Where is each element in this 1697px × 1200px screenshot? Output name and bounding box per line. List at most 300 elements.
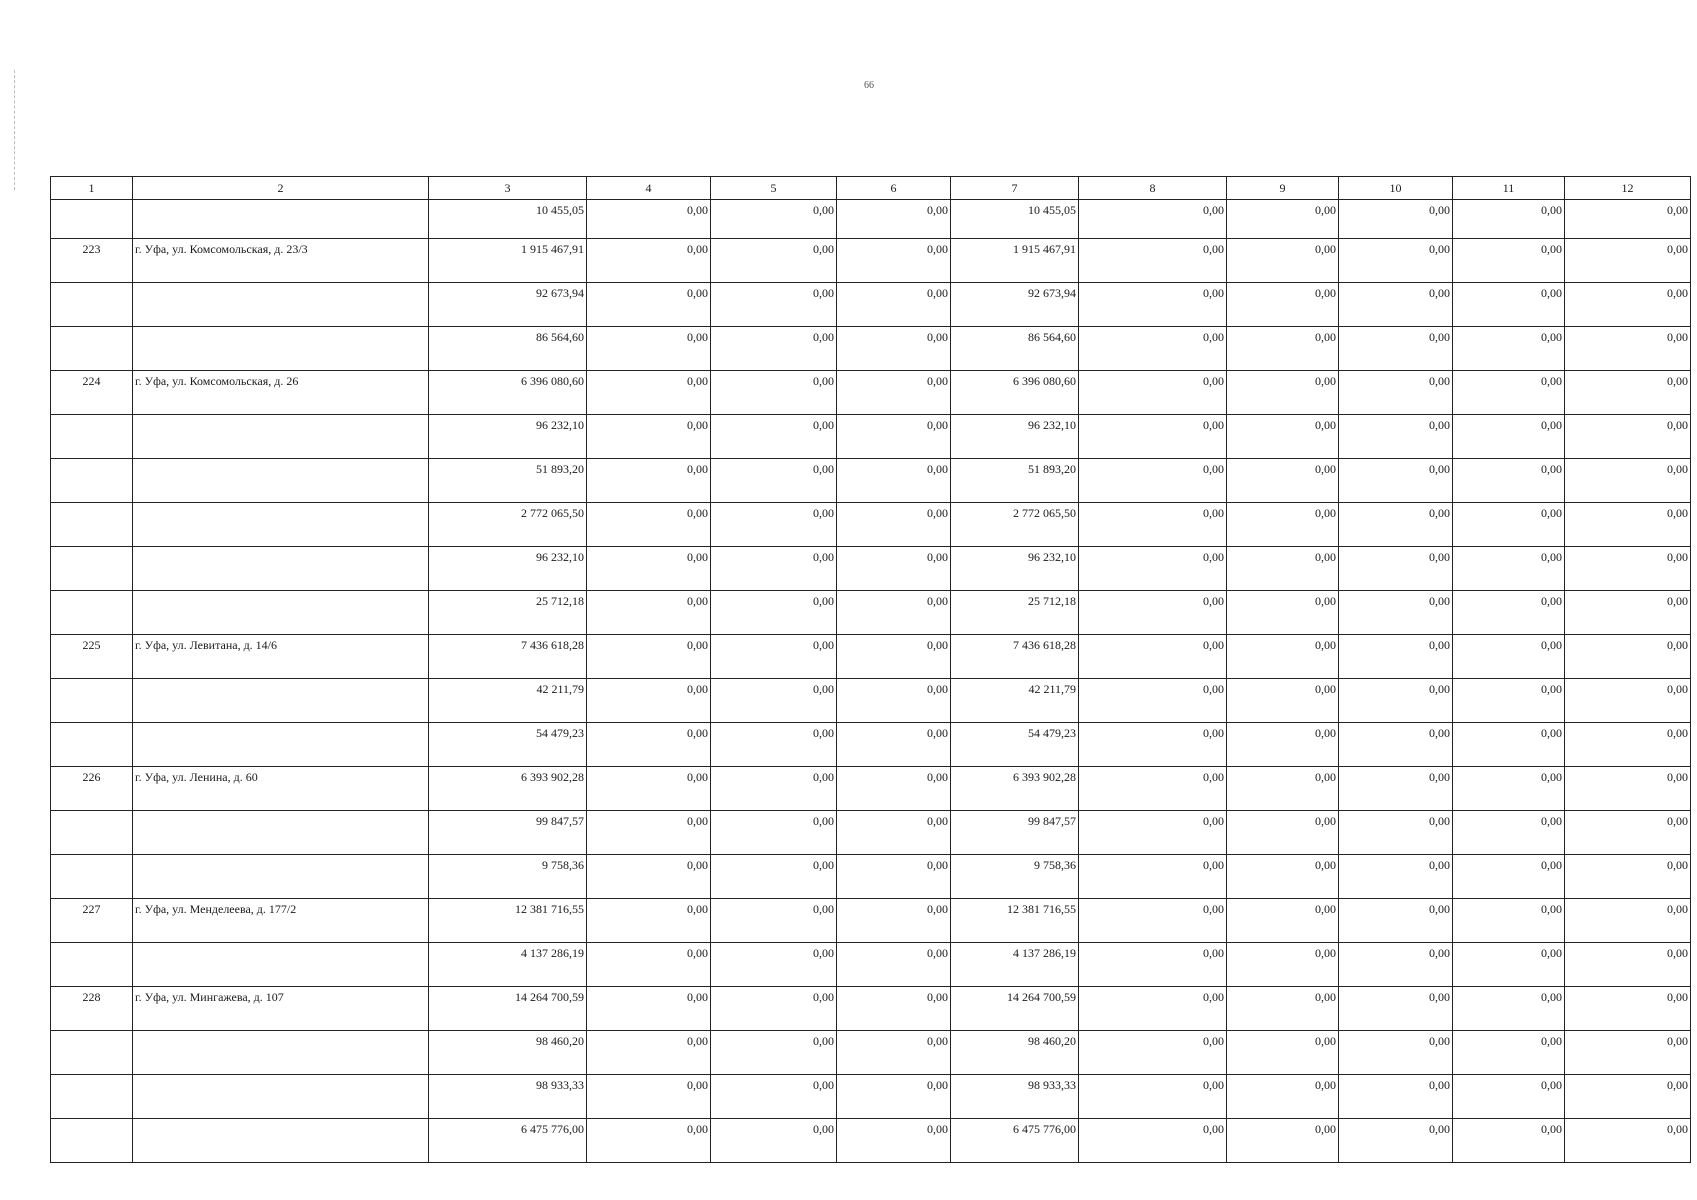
value-cell-col-4: 0,00	[587, 415, 711, 459]
value-cell-col-12: 0,00	[1565, 1119, 1691, 1163]
column-header-11: 11	[1453, 177, 1565, 200]
value-cell-col-8: 0,00	[1079, 327, 1227, 371]
value-cell-col-5: 0,00	[711, 459, 837, 503]
table-row	[51, 899, 1691, 943]
value-cell-col-12: 0,00	[1565, 811, 1691, 855]
value-cell-col-9: 0,00	[1227, 943, 1339, 987]
value-cell-col-7: 1 915 467,91	[951, 239, 1079, 283]
value-cell-col-8: 0,00	[1079, 459, 1227, 503]
address-cell: г. Уфа, ул. Комсомольская, д. 26	[133, 371, 429, 415]
value-cell-col-12: 0,00	[1565, 855, 1691, 899]
value-cell-col-11: 0,00	[1453, 371, 1565, 415]
column-header-9: 9	[1227, 177, 1339, 200]
address-cell	[133, 943, 429, 987]
value-cell-col-10: 0,00	[1339, 327, 1453, 371]
address-cell	[133, 327, 429, 371]
value-cell-col-5: 0,00	[711, 899, 837, 943]
value-cell-col-12: 0,00	[1565, 635, 1691, 679]
address-cell	[133, 591, 429, 635]
value-cell-col-3: 10 455,05	[429, 200, 587, 239]
value-cell-col-3: 6 475 776,00	[429, 1119, 587, 1163]
value-cell-col-9: 0,00	[1227, 371, 1339, 415]
value-cell-col-10: 0,00	[1339, 1031, 1453, 1075]
column-header-1: 1	[51, 177, 133, 200]
value-cell-col-6: 0,00	[837, 679, 951, 723]
row-number-cell	[51, 547, 133, 591]
value-cell-col-3: 98 933,33	[429, 1075, 587, 1119]
value-cell-col-8: 0,00	[1079, 371, 1227, 415]
value-cell-col-11: 0,00	[1453, 899, 1565, 943]
value-cell-col-3: 98 460,20	[429, 1031, 587, 1075]
value-cell-col-12: 0,00	[1565, 200, 1691, 239]
table-row	[51, 415, 1691, 459]
row-number-cell	[51, 943, 133, 987]
value-cell-col-6: 0,00	[837, 635, 951, 679]
address-cell	[133, 415, 429, 459]
value-cell-col-6: 0,00	[837, 723, 951, 767]
value-cell-col-10: 0,00	[1339, 635, 1453, 679]
table-row	[51, 200, 1691, 239]
value-cell-col-12: 0,00	[1565, 987, 1691, 1031]
value-cell-col-4: 0,00	[587, 767, 711, 811]
value-cell-col-5: 0,00	[711, 327, 837, 371]
row-number-cell: 226	[51, 767, 133, 811]
value-cell-col-4: 0,00	[587, 239, 711, 283]
address-cell	[133, 855, 429, 899]
value-cell-col-9: 0,00	[1227, 855, 1339, 899]
value-cell-col-4: 0,00	[587, 635, 711, 679]
table-row	[51, 811, 1691, 855]
value-cell-col-8: 0,00	[1079, 635, 1227, 679]
value-cell-col-8: 0,00	[1079, 679, 1227, 723]
value-cell-col-8: 0,00	[1079, 239, 1227, 283]
value-cell-col-9: 0,00	[1227, 283, 1339, 327]
row-number-cell	[51, 811, 133, 855]
row-number-cell	[51, 459, 133, 503]
value-cell-col-9: 0,00	[1227, 415, 1339, 459]
table-row	[51, 547, 1691, 591]
address-cell: г. Уфа, ул. Комсомольская, д. 23/3	[133, 239, 429, 283]
value-cell-col-6: 0,00	[837, 943, 951, 987]
value-cell-col-10: 0,00	[1339, 371, 1453, 415]
row-number-cell: 225	[51, 635, 133, 679]
value-cell-col-9: 0,00	[1227, 547, 1339, 591]
value-cell-col-12: 0,00	[1565, 415, 1691, 459]
table-row	[51, 987, 1691, 1031]
row-number-cell	[51, 679, 133, 723]
value-cell-col-11: 0,00	[1453, 811, 1565, 855]
value-cell-col-9: 0,00	[1227, 503, 1339, 547]
value-cell-col-8: 0,00	[1079, 1031, 1227, 1075]
table-row	[51, 371, 1691, 415]
value-cell-col-8: 0,00	[1079, 503, 1227, 547]
value-cell-col-4: 0,00	[587, 1031, 711, 1075]
value-cell-col-11: 0,00	[1453, 547, 1565, 591]
address-cell	[133, 679, 429, 723]
value-cell-col-12: 0,00	[1565, 283, 1691, 327]
table-row	[51, 1031, 1691, 1075]
value-cell-col-6: 0,00	[837, 1031, 951, 1075]
table-row	[51, 855, 1691, 899]
scan-margin-mark	[14, 70, 16, 190]
table-row	[51, 943, 1691, 987]
row-number-cell	[51, 1031, 133, 1075]
value-cell-col-4: 0,00	[587, 855, 711, 899]
value-cell-col-3: 6 393 902,28	[429, 767, 587, 811]
table-row	[51, 635, 1691, 679]
value-cell-col-9: 0,00	[1227, 811, 1339, 855]
value-cell-col-7: 96 232,10	[951, 547, 1079, 591]
value-cell-col-5: 0,00	[711, 415, 837, 459]
row-number-cell	[51, 200, 133, 239]
address-cell	[133, 503, 429, 547]
table-row	[51, 767, 1691, 811]
value-cell-col-12: 0,00	[1565, 591, 1691, 635]
value-cell-col-4: 0,00	[587, 200, 711, 239]
table-row	[51, 1119, 1691, 1163]
value-cell-col-12: 0,00	[1565, 371, 1691, 415]
value-cell-col-6: 0,00	[837, 1119, 951, 1163]
value-cell-col-8: 0,00	[1079, 855, 1227, 899]
value-cell-col-11: 0,00	[1453, 415, 1565, 459]
value-cell-col-9: 0,00	[1227, 1075, 1339, 1119]
row-number-cell	[51, 591, 133, 635]
value-cell-col-12: 0,00	[1565, 767, 1691, 811]
table-row	[51, 679, 1691, 723]
value-cell-col-11: 0,00	[1453, 1075, 1565, 1119]
value-cell-col-3: 25 712,18	[429, 591, 587, 635]
value-cell-col-9: 0,00	[1227, 767, 1339, 811]
value-cell-col-10: 0,00	[1339, 591, 1453, 635]
table-row	[51, 1075, 1691, 1119]
value-cell-col-10: 0,00	[1339, 899, 1453, 943]
value-cell-col-3: 14 264 700,59	[429, 987, 587, 1031]
value-cell-col-5: 0,00	[711, 371, 837, 415]
value-cell-col-3: 96 232,10	[429, 547, 587, 591]
value-cell-col-10: 0,00	[1339, 679, 1453, 723]
value-cell-col-7: 42 211,79	[951, 679, 1079, 723]
value-cell-col-6: 0,00	[837, 899, 951, 943]
data-table	[50, 176, 1691, 1163]
value-cell-col-6: 0,00	[837, 1075, 951, 1119]
table-row	[51, 591, 1691, 635]
value-cell-col-6: 0,00	[837, 283, 951, 327]
value-cell-col-7: 51 893,20	[951, 459, 1079, 503]
table-body	[51, 200, 1691, 1163]
row-number-cell	[51, 1119, 133, 1163]
value-cell-col-10: 0,00	[1339, 239, 1453, 283]
value-cell-col-3: 1 915 467,91	[429, 239, 587, 283]
value-cell-col-8: 0,00	[1079, 767, 1227, 811]
value-cell-col-7: 9 758,36	[951, 855, 1079, 899]
address-cell: г. Уфа, ул. Менделеева, д. 177/2	[133, 899, 429, 943]
value-cell-col-12: 0,00	[1565, 547, 1691, 591]
value-cell-col-10: 0,00	[1339, 503, 1453, 547]
value-cell-col-8: 0,00	[1079, 415, 1227, 459]
value-cell-col-7: 14 264 700,59	[951, 987, 1079, 1031]
value-cell-col-11: 0,00	[1453, 855, 1565, 899]
value-cell-col-7: 10 455,05	[951, 200, 1079, 239]
row-number-cell	[51, 723, 133, 767]
value-cell-col-12: 0,00	[1565, 723, 1691, 767]
value-cell-col-5: 0,00	[711, 1075, 837, 1119]
value-cell-col-9: 0,00	[1227, 200, 1339, 239]
value-cell-col-8: 0,00	[1079, 899, 1227, 943]
column-header-3: 3	[429, 177, 587, 200]
row-number-cell	[51, 415, 133, 459]
value-cell-col-11: 0,00	[1453, 943, 1565, 987]
value-cell-col-9: 0,00	[1227, 327, 1339, 371]
value-cell-col-10: 0,00	[1339, 855, 1453, 899]
value-cell-col-11: 0,00	[1453, 283, 1565, 327]
value-cell-col-7: 25 712,18	[951, 591, 1079, 635]
table-row	[51, 283, 1691, 327]
value-cell-col-5: 0,00	[711, 723, 837, 767]
value-cell-col-11: 0,00	[1453, 459, 1565, 503]
value-cell-col-10: 0,00	[1339, 811, 1453, 855]
value-cell-col-10: 0,00	[1339, 767, 1453, 811]
table-row	[51, 459, 1691, 503]
value-cell-col-6: 0,00	[837, 987, 951, 1031]
value-cell-col-9: 0,00	[1227, 723, 1339, 767]
value-cell-col-4: 0,00	[587, 987, 711, 1031]
value-cell-col-12: 0,00	[1565, 679, 1691, 723]
value-cell-col-3: 4 137 286,19	[429, 943, 587, 987]
value-cell-col-7: 92 673,94	[951, 283, 1079, 327]
value-cell-col-7: 6 396 080,60	[951, 371, 1079, 415]
value-cell-col-9: 0,00	[1227, 459, 1339, 503]
value-cell-col-7: 4 137 286,19	[951, 943, 1079, 987]
row-number-cell: 223	[51, 239, 133, 283]
value-cell-col-6: 0,00	[837, 200, 951, 239]
value-cell-col-11: 0,00	[1453, 239, 1565, 283]
value-cell-col-6: 0,00	[837, 415, 951, 459]
value-cell-col-10: 0,00	[1339, 200, 1453, 239]
value-cell-col-8: 0,00	[1079, 547, 1227, 591]
value-cell-col-9: 0,00	[1227, 1031, 1339, 1075]
address-cell: г. Уфа, ул. Ленина, д. 60	[133, 767, 429, 811]
value-cell-col-10: 0,00	[1339, 283, 1453, 327]
value-cell-col-12: 0,00	[1565, 327, 1691, 371]
value-cell-col-8: 0,00	[1079, 200, 1227, 239]
row-number-cell	[51, 1075, 133, 1119]
value-cell-col-6: 0,00	[837, 811, 951, 855]
address-cell	[133, 1031, 429, 1075]
address-cell	[133, 811, 429, 855]
value-cell-col-6: 0,00	[837, 591, 951, 635]
value-cell-col-5: 0,00	[711, 811, 837, 855]
value-cell-col-10: 0,00	[1339, 1075, 1453, 1119]
value-cell-col-8: 0,00	[1079, 1119, 1227, 1163]
value-cell-col-7: 6 393 902,28	[951, 767, 1079, 811]
table-row	[51, 503, 1691, 547]
value-cell-col-8: 0,00	[1079, 723, 1227, 767]
value-cell-col-5: 0,00	[711, 1119, 837, 1163]
value-cell-col-7: 7 436 618,28	[951, 635, 1079, 679]
value-cell-col-5: 0,00	[711, 283, 837, 327]
value-cell-col-6: 0,00	[837, 767, 951, 811]
value-cell-col-4: 0,00	[587, 723, 711, 767]
value-cell-col-10: 0,00	[1339, 547, 1453, 591]
value-cell-col-4: 0,00	[587, 811, 711, 855]
value-cell-col-3: 54 479,23	[429, 723, 587, 767]
row-number-cell: 224	[51, 371, 133, 415]
value-cell-col-3: 86 564,60	[429, 327, 587, 371]
column-number-header-row	[51, 177, 1691, 200]
value-cell-col-12: 0,00	[1565, 239, 1691, 283]
value-cell-col-6: 0,00	[837, 327, 951, 371]
value-cell-col-4: 0,00	[587, 591, 711, 635]
value-cell-col-11: 0,00	[1453, 327, 1565, 371]
value-cell-col-4: 0,00	[587, 679, 711, 723]
column-header-10: 10	[1339, 177, 1453, 200]
address-cell	[133, 200, 429, 239]
value-cell-col-11: 0,00	[1453, 1031, 1565, 1075]
value-cell-col-6: 0,00	[837, 547, 951, 591]
value-cell-col-10: 0,00	[1339, 1119, 1453, 1163]
value-cell-col-11: 0,00	[1453, 1119, 1565, 1163]
value-cell-col-4: 0,00	[587, 371, 711, 415]
table-row	[51, 327, 1691, 371]
value-cell-col-9: 0,00	[1227, 679, 1339, 723]
value-cell-col-11: 0,00	[1453, 723, 1565, 767]
value-cell-col-3: 99 847,57	[429, 811, 587, 855]
value-cell-col-7: 6 475 776,00	[951, 1119, 1079, 1163]
value-cell-col-9: 0,00	[1227, 987, 1339, 1031]
row-number-cell	[51, 283, 133, 327]
value-cell-col-3: 92 673,94	[429, 283, 587, 327]
value-cell-col-4: 0,00	[587, 459, 711, 503]
value-cell-col-11: 0,00	[1453, 679, 1565, 723]
value-cell-col-9: 0,00	[1227, 591, 1339, 635]
value-cell-col-7: 98 460,20	[951, 1031, 1079, 1075]
row-number-cell	[51, 855, 133, 899]
row-number-cell	[51, 503, 133, 547]
value-cell-col-6: 0,00	[837, 459, 951, 503]
value-cell-col-4: 0,00	[587, 503, 711, 547]
value-cell-col-5: 0,00	[711, 679, 837, 723]
column-header-5: 5	[711, 177, 837, 200]
column-header-4: 4	[587, 177, 711, 200]
value-cell-col-3: 51 893,20	[429, 459, 587, 503]
value-cell-col-5: 0,00	[711, 200, 837, 239]
row-number-cell: 228	[51, 987, 133, 1031]
value-cell-col-10: 0,00	[1339, 943, 1453, 987]
value-cell-col-4: 0,00	[587, 899, 711, 943]
value-cell-col-5: 0,00	[711, 987, 837, 1031]
value-cell-col-11: 0,00	[1453, 503, 1565, 547]
address-cell	[133, 459, 429, 503]
value-cell-col-3: 7 436 618,28	[429, 635, 587, 679]
value-cell-col-7: 12 381 716,55	[951, 899, 1079, 943]
value-cell-col-4: 0,00	[587, 943, 711, 987]
value-cell-col-8: 0,00	[1079, 1075, 1227, 1119]
address-cell	[133, 547, 429, 591]
page-number: 66	[864, 80, 874, 91]
value-cell-col-12: 0,00	[1565, 943, 1691, 987]
value-cell-col-11: 0,00	[1453, 987, 1565, 1031]
address-cell: г. Уфа, ул. Левитана, д. 14/6	[133, 635, 429, 679]
address-cell	[133, 723, 429, 767]
value-cell-col-4: 0,00	[587, 327, 711, 371]
value-cell-col-9: 0,00	[1227, 239, 1339, 283]
value-cell-col-11: 0,00	[1453, 200, 1565, 239]
value-cell-col-3: 6 396 080,60	[429, 371, 587, 415]
address-cell	[133, 1075, 429, 1119]
address-cell	[133, 283, 429, 327]
value-cell-col-11: 0,00	[1453, 591, 1565, 635]
value-cell-col-5: 0,00	[711, 503, 837, 547]
value-cell-col-7: 96 232,10	[951, 415, 1079, 459]
row-number-cell	[51, 327, 133, 371]
value-cell-col-4: 0,00	[587, 283, 711, 327]
value-cell-col-8: 0,00	[1079, 811, 1227, 855]
value-cell-col-10: 0,00	[1339, 459, 1453, 503]
value-cell-col-5: 0,00	[711, 591, 837, 635]
value-cell-col-7: 98 933,33	[951, 1075, 1079, 1119]
value-cell-col-5: 0,00	[711, 547, 837, 591]
value-cell-col-8: 0,00	[1079, 283, 1227, 327]
value-cell-col-3: 42 211,79	[429, 679, 587, 723]
value-cell-col-11: 0,00	[1453, 767, 1565, 811]
value-cell-col-3: 2 772 065,50	[429, 503, 587, 547]
value-cell-col-10: 0,00	[1339, 987, 1453, 1031]
value-cell-col-8: 0,00	[1079, 943, 1227, 987]
value-cell-col-6: 0,00	[837, 239, 951, 283]
value-cell-col-6: 0,00	[837, 503, 951, 547]
value-cell-col-5: 0,00	[711, 239, 837, 283]
value-cell-col-12: 0,00	[1565, 459, 1691, 503]
table-row	[51, 239, 1691, 283]
value-cell-col-6: 0,00	[837, 371, 951, 415]
value-cell-col-3: 96 232,10	[429, 415, 587, 459]
value-cell-col-5: 0,00	[711, 1031, 837, 1075]
address-cell	[133, 1119, 429, 1163]
value-cell-col-4: 0,00	[587, 1075, 711, 1119]
value-cell-col-9: 0,00	[1227, 635, 1339, 679]
column-header-12: 12	[1565, 177, 1691, 200]
row-number-cell: 227	[51, 899, 133, 943]
address-cell: г. Уфа, ул. Мингажева, д. 107	[133, 987, 429, 1031]
value-cell-col-12: 0,00	[1565, 503, 1691, 547]
table-row	[51, 723, 1691, 767]
value-cell-col-10: 0,00	[1339, 723, 1453, 767]
value-cell-col-4: 0,00	[587, 1119, 711, 1163]
value-cell-col-7: 54 479,23	[951, 723, 1079, 767]
column-header-7: 7	[951, 177, 1079, 200]
column-header-8: 8	[1079, 177, 1227, 200]
value-cell-col-3: 9 758,36	[429, 855, 587, 899]
value-cell-col-5: 0,00	[711, 767, 837, 811]
value-cell-col-12: 0,00	[1565, 899, 1691, 943]
value-cell-col-5: 0,00	[711, 635, 837, 679]
value-cell-col-7: 2 772 065,50	[951, 503, 1079, 547]
value-cell-col-8: 0,00	[1079, 591, 1227, 635]
value-cell-col-9: 0,00	[1227, 899, 1339, 943]
value-cell-col-8: 0,00	[1079, 987, 1227, 1031]
column-header-6: 6	[837, 177, 951, 200]
value-cell-col-7: 99 847,57	[951, 811, 1079, 855]
column-header-2: 2	[133, 177, 429, 200]
value-cell-col-11: 0,00	[1453, 635, 1565, 679]
value-cell-col-4: 0,00	[587, 547, 711, 591]
value-cell-col-10: 0,00	[1339, 415, 1453, 459]
value-cell-col-3: 12 381 716,55	[429, 899, 587, 943]
value-cell-col-9: 0,00	[1227, 1119, 1339, 1163]
value-cell-col-12: 0,00	[1565, 1075, 1691, 1119]
value-cell-col-6: 0,00	[837, 855, 951, 899]
value-cell-col-12: 0,00	[1565, 1031, 1691, 1075]
